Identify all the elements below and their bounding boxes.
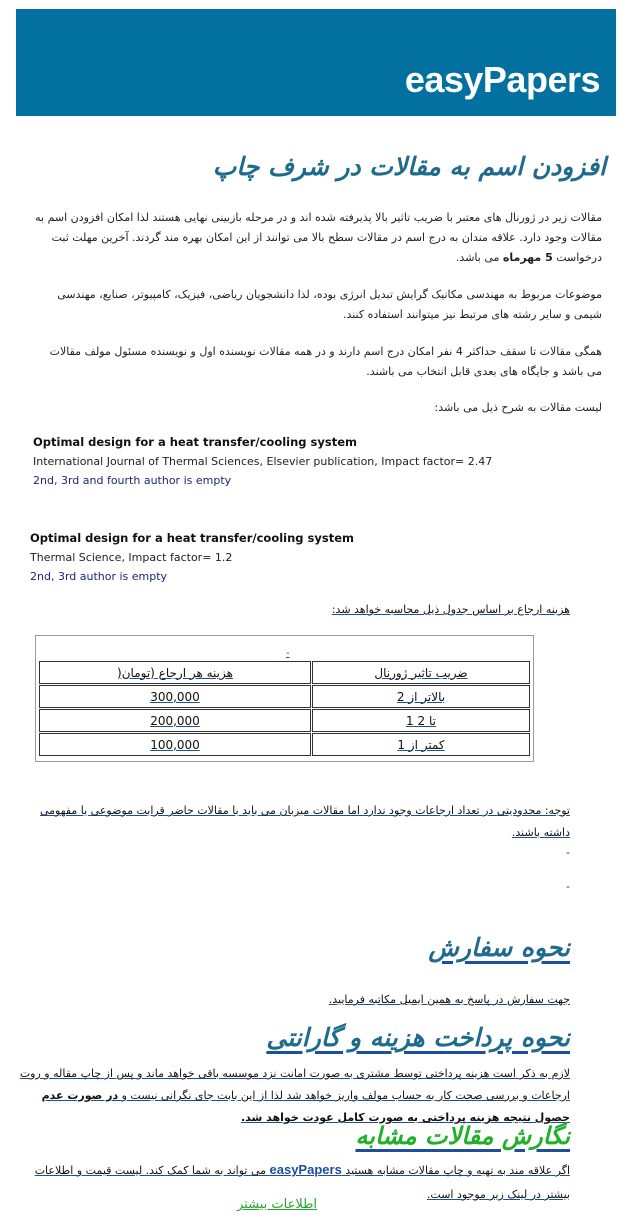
list-intro: لیست مقالات به شرح ذیل می باشد: [434, 401, 602, 414]
authors-paragraph: همگی مقالات تا سقف حداکثر 4 نفر امکان درج اسم دارند و در همه مقالات نویسنده اول و نویسنده مسئول مولف مقالات می باشد و جایگاه های بعدی قابل انتخاب می باشند. [49, 345, 602, 378]
cost-table [38, 660, 531, 757]
similar-text-start: اگر علاقه مند به تهیه و چاپ مقالات مشابه هستید [341, 1164, 570, 1177]
payment-guarantee: در صورت عدم حصول نتیجه هزینه پرداختی به صورت کامل عودت خواهد شد. [41, 1089, 570, 1124]
brand-logo-text: easyPapers [404, 59, 600, 100]
paper-item [33, 435, 492, 487]
payment-text [10, 1063, 570, 1129]
table-dash: - [286, 648, 290, 659]
more-info-link[interactable]: اطلاعات بیشتر [237, 1197, 318, 1212]
cell-impact-factor: کمتر از 1 [312, 733, 530, 756]
cell-cost: 200,000 [39, 709, 311, 732]
cell-impact-factor: بالاتر از 2 [312, 685, 530, 708]
paper-title: Optimal design for a heat transfer/cooling system [30, 531, 354, 545]
citation-note: توجه: محدودیتی در تعداد ارجاعات وجود ندارد اما مقالات میزبان می باید با مقالات حاضر قرابت موضوعی یا مفهومی داشته باشند. [40, 804, 570, 839]
page-title: افزودن اسم به مقالات در شرف چاپ [212, 152, 606, 181]
payment-text-normal: لازم به ذکر است هزینه پرداختی توسط مشتری به صورت امانت نزد موسسه باقی خواهد ماند و پس از چاپ مقاله و روت ارجاعات و بررسی صحت کار به حساب مولف واریز خواهد شد لذا از این بابت جای نگرانی نیست و [19, 1067, 570, 1102]
table-row [39, 685, 530, 708]
paper-title: Optimal design for a heat transfer/cooling system [33, 435, 357, 449]
deadline-date: 5 مهرماه [502, 251, 553, 264]
cost-note: هزینه ارجاع بر اساس جدول ذیل محاسبه خواهد شد: [331, 603, 570, 616]
order-heading: نحوه سفارش [428, 933, 570, 962]
paper-journal: International Journal of Thermal Sciences, Elsevier publication, Impact factor= 2.47 [33, 455, 493, 468]
table-row [39, 733, 530, 756]
paper-journal: Thermal Science, Impact factor= 1.2 [30, 551, 233, 564]
order-text: جهت سفارش در پاسخ به همین ایمیل مکاتبه فرمایید. [328, 993, 570, 1006]
similar-text-end: می تواند به شما کمک کند. لیست قیمت و اطلاعات بیشتر در لینک زیر موجود است. [34, 1164, 570, 1201]
table-header-row [39, 661, 530, 684]
header-cost-per-citation: هزینه هر ارجاع (تومان( [39, 661, 311, 684]
paper-item [30, 531, 354, 583]
topics-paragraph: موضوعات مربوط به مهندسی مکانیک گرایش تبدیل انرژی بوده، لذا دانشجویان ریاضی، فیزیک، کامپیوتر، صنایع، مهندسی شیمی و سایر رشته های مرتبط نیز میتوانند استفاده کنند. [57, 288, 602, 321]
payment-heading: نحوه پرداخت هزینه و گارانتی [266, 1023, 570, 1052]
table-row [39, 709, 530, 732]
cell-cost: 100,000 [39, 733, 311, 756]
cell-cost: 300,000 [39, 685, 311, 708]
brand-inline: easyPapers [269, 1162, 342, 1177]
intro-paragraph [32, 208, 602, 268]
similar-papers-heading: نگارش مقالات مشابه [355, 1121, 570, 1150]
paper-authors: 2nd, 3rd and fourth author is empty [33, 474, 232, 487]
header-banner [16, 9, 616, 116]
cost-table-container [35, 635, 534, 762]
separator-dash: - [566, 846, 570, 859]
intro-text-end: می باشد. [455, 251, 503, 264]
paper-authors: 2nd, 3rd author is empty [30, 570, 168, 583]
separator-dash: - [566, 880, 570, 893]
header-impact-factor: ضریب تاثیر ژورنال [312, 661, 530, 684]
intro-text: مقالات زیر در ژورنال های معتبر با ضریب تاثیر بالا پذیرفته شده اند و در مرحله بازبینی نهایی هستند لذا امکان افزودن اسم به مقالات وجود دارد. علاقه مندان به درج اسم در مقالات سطح بالا می توانند از این امکان بهره مند گردند. آخرین مهلت ثبت درخواست [35, 211, 602, 264]
cell-impact-factor: تا 2 1 [312, 709, 530, 732]
